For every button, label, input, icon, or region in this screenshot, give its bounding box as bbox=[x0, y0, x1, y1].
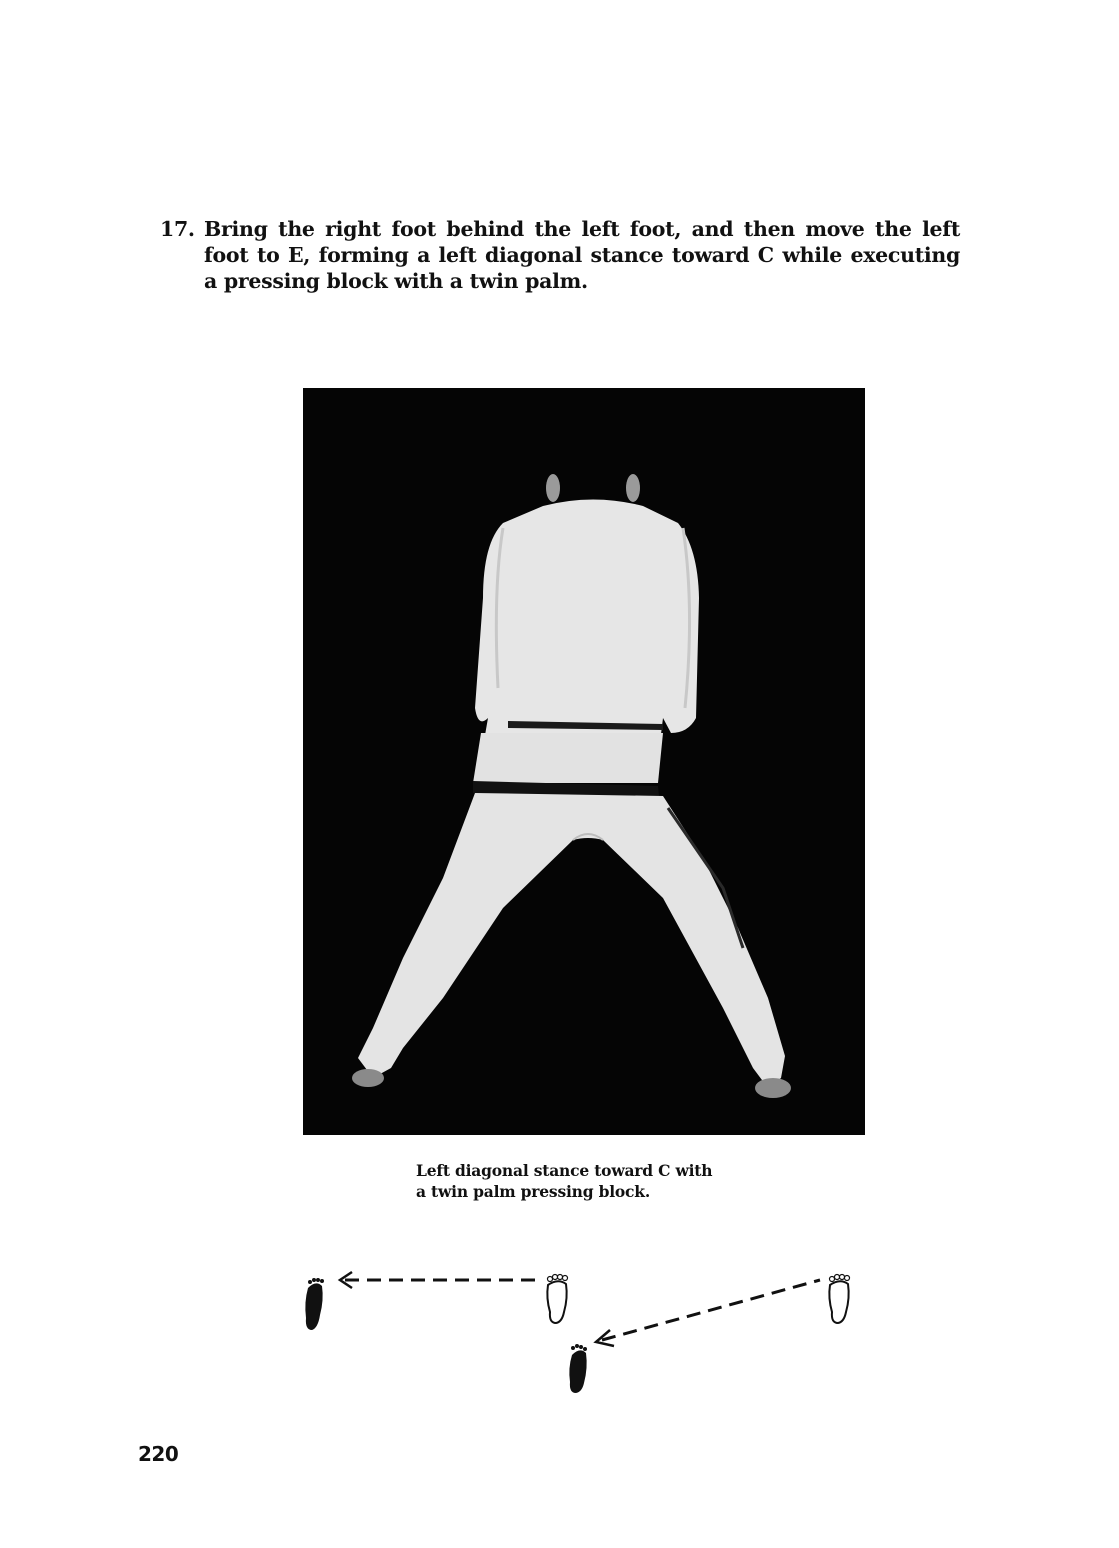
dashed-arrow-diagonal-icon bbox=[596, 1280, 820, 1346]
step-text: Bring the right foot behind the left foot, and then move the left foot to E, forming a left diagonal stance toward C while executing a pressing block with a twin palm. bbox=[204, 217, 960, 293]
martial-artist-figure bbox=[303, 388, 865, 1135]
page-number: 220 bbox=[138, 1442, 179, 1466]
outline-foot-icon bbox=[547, 1275, 567, 1324]
outline-foot-icon bbox=[829, 1275, 849, 1324]
footwork-diagram bbox=[290, 1260, 870, 1400]
dashed-arrow-left-icon bbox=[340, 1272, 540, 1288]
photo-caption bbox=[416, 1160, 776, 1202]
caption-line-2: a twin palm pressing block. bbox=[416, 1182, 651, 1201]
step-number: 17. bbox=[160, 217, 195, 241]
filled-foot-icon bbox=[569, 1344, 587, 1393]
instruction-step bbox=[160, 216, 960, 294]
stance-photo bbox=[303, 388, 865, 1135]
caption-line-1: Left diagonal stance toward C with bbox=[416, 1161, 713, 1180]
filled-foot-icon bbox=[305, 1278, 324, 1330]
